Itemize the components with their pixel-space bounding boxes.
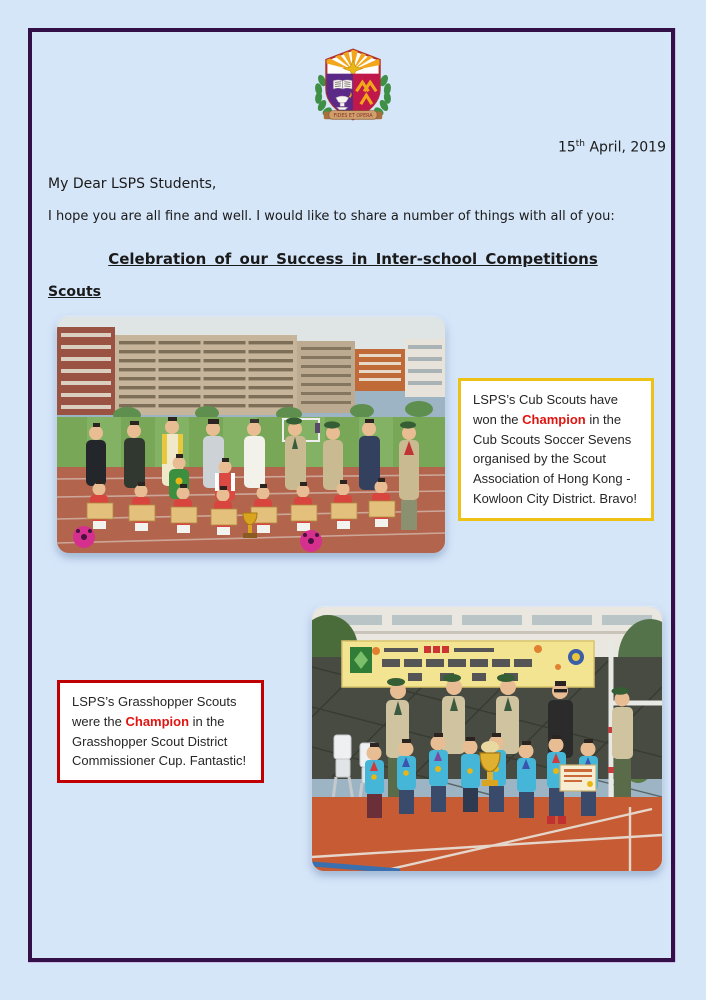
- cub-callout-highlight: Champion: [522, 411, 586, 427]
- salutation: My Dear LSPS Students,: [48, 176, 217, 192]
- grass-callout-highlight: Champion: [125, 713, 190, 729]
- cub-scouts-callout: [458, 378, 654, 521]
- date-ordinal: th: [575, 139, 586, 149]
- school-crest-icon: [310, 44, 396, 124]
- grasshopper-photo-illustration: [312, 607, 662, 871]
- section-title-scouts: Scouts: [48, 284, 101, 300]
- grasshopper-scouts-photo: [312, 607, 662, 871]
- grasshopper-scouts-callout: [57, 680, 264, 783]
- letter-heading: Celebration of our Success in Inter-school Competitions: [108, 250, 598, 268]
- school-crest: [310, 44, 396, 124]
- intro-paragraph: I hope you are all fine and well. I would like to share a number of things with all of you:: [48, 209, 615, 224]
- cub-callout-text-before: LSPS’s Cub Scouts have won the: [473, 392, 619, 427]
- grass-callout-text-before: LSPS’s Grasshopper Scouts were the: [72, 694, 237, 729]
- svg-text:FIDES ET OPERA: FIDES ET OPERA: [333, 114, 373, 120]
- date-rest: April, 2019: [585, 139, 666, 156]
- grass-callout-text-after: in the Grasshopper Scout District Commissioner Cup. Fantastic!: [72, 713, 247, 769]
- date-day: 15: [557, 139, 576, 156]
- cub-callout-text-after: in the Cub Scouts Soccer Sevens organised by the Scout Association of Hong Kong - Kowloon City District. Bravo!: [473, 411, 637, 506]
- cub-scouts-photo: [57, 317, 445, 553]
- cub-scouts-photo-illustration: [57, 317, 445, 553]
- letter-date: [558, 139, 666, 156]
